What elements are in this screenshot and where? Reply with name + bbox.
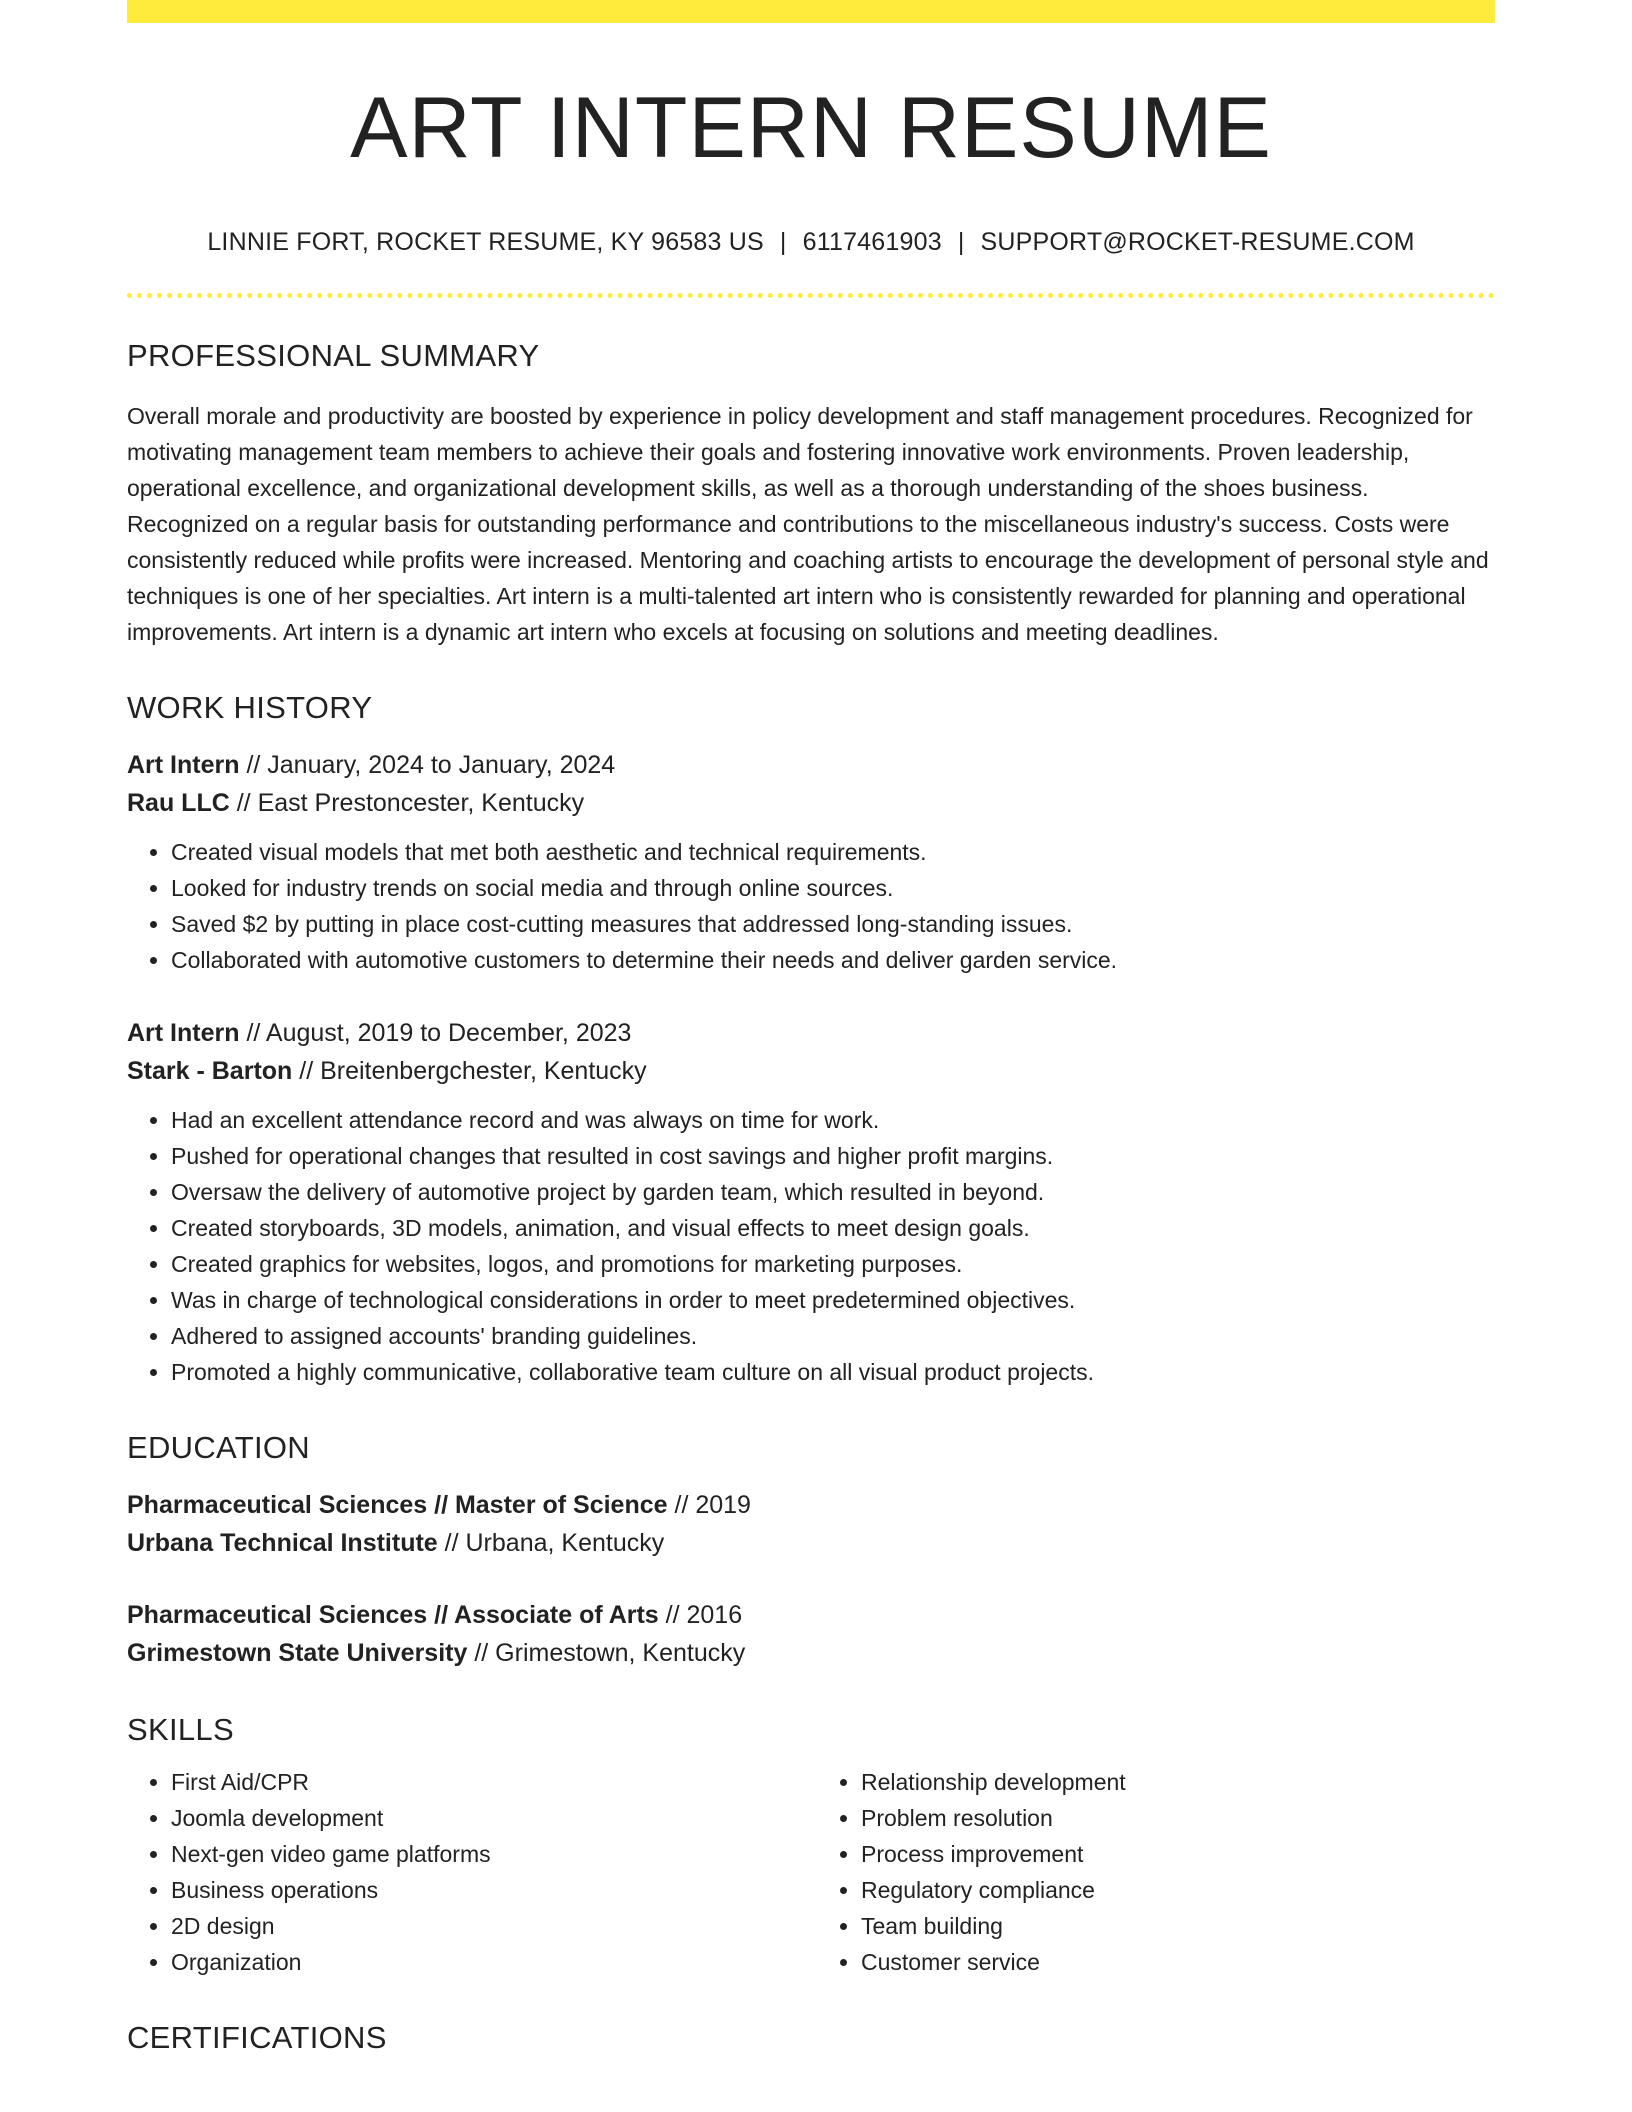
education-entry [127, 1486, 1495, 1562]
education-year: // 2019 [667, 1490, 751, 1519]
skills-grid [127, 1764, 1495, 1980]
job-bullet: • Adhered to assigned accounts' branding guidelines. [171, 1318, 1495, 1354]
education-year: // 2016 [658, 1600, 743, 1629]
skill-item: • Team building [861, 1908, 1495, 1944]
dotted-divider [127, 293, 1495, 298]
education-degree: Pharmaceutical Sciences // Associate of Arts [127, 1600, 659, 1629]
job-bullet: • Created visual models that met both aesthetic and technical requirements. [171, 834, 1495, 870]
job-company-line [127, 784, 1495, 822]
skill-item: • Process improvement [861, 1836, 1495, 1872]
education-school-line [127, 1634, 1495, 1672]
contact-line [127, 228, 1495, 257]
job-bullets [127, 834, 1495, 978]
section-heading-skills: SKILLS [127, 1711, 234, 1747]
job-bullet: • Oversaw the delivery of automotive project by garden team, which resulted in beyond. [171, 1174, 1495, 1210]
skill-item: • Customer service [861, 1944, 1495, 1980]
job-location: // Breitenbergchester, Kentucky [292, 1056, 647, 1085]
job-dates: // August, 2019 to December, 2023 [239, 1018, 632, 1047]
job-dates: // January, 2024 to January, 2024 [239, 750, 616, 779]
job-company: Rau LLC [127, 788, 230, 817]
section-heading-work-history: WORK HISTORY [127, 689, 373, 725]
job-bullet: • Was in charge of technological considerations in order to meet predetermined objectives. [171, 1282, 1495, 1318]
skill-item: • Relationship development [861, 1764, 1495, 1800]
section-heading-certifications: CERTIFICATIONS [127, 2019, 387, 2055]
job-bullet: • Saved $2 by putting in place cost-cutting measures that addressed long-standing issues. [171, 906, 1495, 942]
job-bullet: • Pushed for operational changes that resulted in cost savings and higher profit margins. [171, 1138, 1495, 1174]
skill-item: • Organization [171, 1944, 811, 1980]
education-location: // Grimestown, Kentucky [467, 1638, 746, 1667]
job-company-line [127, 1052, 1495, 1090]
skill-item: • Next-gen video game platforms [171, 1836, 811, 1872]
education-school: Urbana Technical Institute [127, 1528, 438, 1557]
skill-item: • Joomla development [171, 1800, 811, 1836]
summary-text: Overall morale and productivity are boosted by experience in policy development and staff management procedures. Recognized for motivating management team members to achieve their goals and fostering innovative work environments. Proven leadership, operational excellence, and organizational development skills, as well as a thorough understanding of the shoes business. Recognized on a regular basis for outstanding performance and contributions to the miscellaneous industry's success. Costs were consistently reduced while profits were increased. Mentoring and coaching artists to encourage the development of personal style and techniques is one of her specialties. Art intern is a multi-talented art intern who is consistently rewarded for planning and operational improvements. Art intern is a dynamic art intern who excels at focusing on solutions and meeting deadlines. [127, 402, 1489, 645]
job-bullets [127, 1102, 1495, 1390]
job-bullet: • Looked for industry trends on social media and through online sources. [171, 870, 1495, 906]
skill-item: • Regulatory compliance [861, 1872, 1495, 1908]
job-title: Art Intern [127, 1018, 240, 1047]
resume-title: ART INTERN RESUME [350, 80, 1272, 176]
education-entry [127, 1596, 1495, 1672]
contact-phone: 6117461903 [802, 227, 942, 256]
education-degree-line [127, 1596, 1495, 1634]
contact-separator: | [957, 227, 965, 256]
skills-column-right [811, 1764, 1495, 1980]
education-degree-line [127, 1486, 1495, 1524]
education-degree: Pharmaceutical Sciences // Master of Science [127, 1490, 668, 1519]
education-school-line [127, 1524, 1495, 1562]
job-bullet: • Collaborated with automotive customers to determine their needs and deliver garden service. [171, 942, 1495, 978]
job-location: // East Prestoncester, Kentucky [229, 788, 585, 817]
job-title: Art Intern [127, 750, 240, 779]
skill-item: • Business operations [171, 1872, 811, 1908]
job-company: Stark - Barton [127, 1056, 293, 1085]
skill-item: • Problem resolution [861, 1800, 1495, 1836]
skills-column-left [127, 1764, 811, 1980]
education-location: // Urbana, Kentucky [437, 1528, 665, 1557]
job-bullet: • Promoted a highly communicative, collaborative team culture on all visual product projects. [171, 1354, 1495, 1390]
job-title-line [127, 746, 1495, 784]
job-bullet: • Had an excellent attendance record and was always on time for work. [171, 1102, 1495, 1138]
job-bullet: • Created storyboards, 3D models, animation, and visual effects to meet design goals. [171, 1210, 1495, 1246]
skill-item: • First Aid/CPR [171, 1764, 811, 1800]
resume-page [127, 0, 1495, 2056]
skill-item: • 2D design [171, 1908, 811, 1944]
contact-address: LINNIE FORT, ROCKET RESUME, KY 96583 US [207, 227, 764, 256]
job-entry [127, 1014, 1495, 1390]
job-bullet: • Created graphics for websites, logos, and promotions for marketing purposes. [171, 1246, 1495, 1282]
education-school: Grimestown State University [127, 1638, 468, 1667]
job-entry [127, 746, 1495, 978]
section-heading-summary: PROFESSIONAL SUMMARY [127, 337, 540, 373]
contact-separator: | [779, 227, 787, 256]
job-title-line [127, 1014, 1495, 1052]
section-heading-education: EDUCATION [127, 1429, 310, 1465]
contact-email: SUPPORT@ROCKET-RESUME.COM [980, 227, 1415, 256]
top-accent-bar [127, 0, 1495, 23]
